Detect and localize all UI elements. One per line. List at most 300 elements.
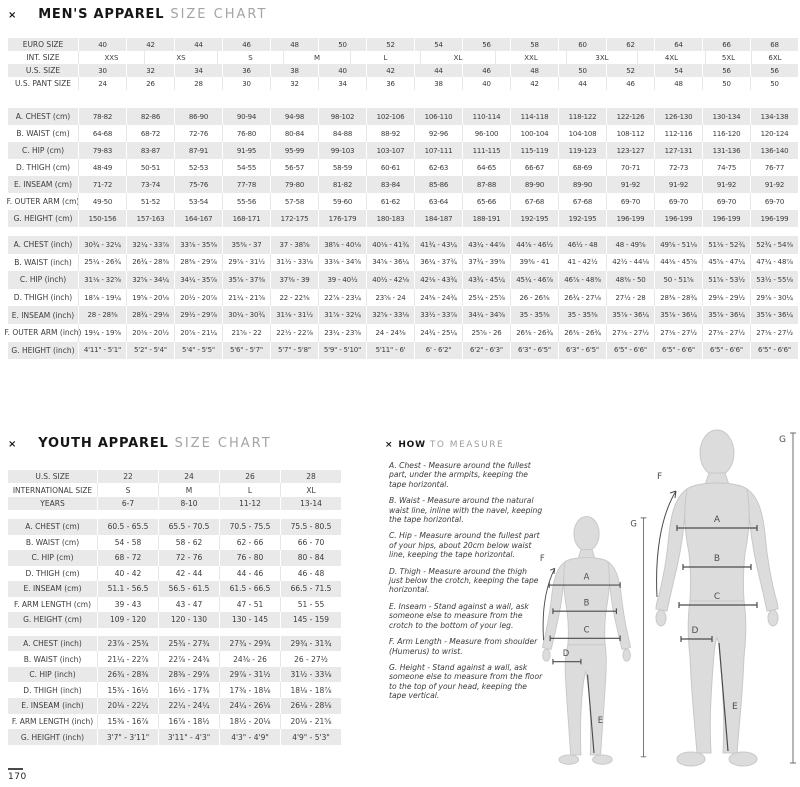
size-cell: 49-50 — [78, 193, 126, 210]
size-cell: 13-14 — [280, 497, 341, 510]
size-cell: 73-74 — [126, 176, 174, 193]
row-label: C. HIP (inch) — [29, 670, 76, 680]
size-cell: 36 — [366, 77, 414, 90]
size-cell: 134-138 — [750, 108, 798, 125]
table-row — [8, 77, 798, 90]
footer-rule — [8, 768, 23, 770]
size-cell: 52 — [606, 64, 654, 77]
youth-title-bold: YOUTH APPAREL — [38, 436, 169, 451]
size-cell: 19¼ - 19⅝ — [78, 324, 126, 342]
x-mark-icon: × — [385, 440, 394, 450]
size-cell: 80-84 — [270, 125, 318, 142]
thigh-line-label: D — [691, 626, 699, 636]
size-cell: 28⅜ - 29⅞ — [158, 667, 219, 683]
size-cell: 130 - 145 — [219, 612, 280, 628]
size-cell: 44 - 46 — [219, 566, 280, 582]
size-cell: 81-82 — [318, 176, 366, 193]
size-cell: 33⅞ - 35⅜ — [174, 236, 222, 254]
size-cell: 70.5 - 75.5 — [219, 519, 280, 535]
size-cell: 53-54 — [174, 193, 222, 210]
size-cell: 192-195 — [558, 210, 606, 227]
table-row — [8, 535, 341, 551]
size-cell: 63-64 — [414, 193, 462, 210]
row-label: B. WAIST (cm) — [16, 129, 70, 138]
size-cell: 22 - 22⅜ — [270, 289, 318, 307]
size-cell: 26¾ - 28⅜ — [126, 254, 174, 272]
size-cell: 50 — [318, 38, 366, 51]
size-cell: 30¾ - 32¼ — [78, 236, 126, 254]
size-cell: 42⅛ - 43¾ — [414, 271, 462, 289]
size-cell: XL — [280, 483, 341, 496]
size-cell: 54 - 58 — [97, 535, 158, 551]
size-cell: 44⅞ - 46½ — [510, 236, 558, 254]
chest-line-label: A — [713, 515, 721, 525]
size-cell: 150-156 — [78, 210, 126, 227]
size-cell: 188-191 — [462, 210, 510, 227]
size-cell: 24⅜ - 24¾ — [414, 289, 462, 307]
size-cell: 21¼ - 22⅞ — [97, 651, 158, 667]
size-cell: 5'6" - 5'7" — [222, 342, 270, 360]
table-row — [8, 597, 341, 613]
size-cell: 51⅛ - 52¾ — [702, 236, 750, 254]
size-cell: 51 - 55 — [280, 597, 341, 613]
size-cell: 26⅛ - 28⅛ — [280, 698, 341, 714]
row-label: YEARS — [40, 498, 65, 508]
size-cell: 127-131 — [654, 142, 702, 159]
size-cell: 76-80 — [222, 125, 270, 142]
size-cell: 71-72 — [78, 176, 126, 193]
size-cell: XS — [144, 51, 217, 64]
size-cell: 25¼ - 25⅝ — [462, 289, 510, 307]
height-line-label: G — [779, 435, 786, 445]
size-cell: 68 — [750, 38, 798, 51]
size-cell: 64-68 — [78, 125, 126, 142]
size-cell: 48⅜ - 50 — [606, 271, 654, 289]
size-cell: 23¼ - 23⅝ — [318, 324, 366, 342]
size-cell: 43¾ - 45¼ — [462, 271, 510, 289]
table-row — [8, 497, 341, 510]
size-cell: 66-67 — [510, 159, 558, 176]
table-row — [8, 581, 341, 597]
size-cell: 100-104 — [510, 125, 558, 142]
size-cell: 56 — [702, 64, 750, 77]
table-row — [8, 682, 341, 698]
size-cell: 3'11" - 4'3" — [158, 729, 219, 745]
size-cell: 39⅜ - 41 — [510, 254, 558, 272]
size-cell: 176-179 — [318, 210, 366, 227]
size-cell: 20⅛ - 22¼ — [97, 698, 158, 714]
inseam-line-label: E — [732, 702, 738, 712]
table-row — [4, 324, 798, 342]
size-cell: 24¼ - 26⅛ — [219, 698, 280, 714]
row-label: A. CHEST (inch) — [23, 638, 82, 648]
size-cell: 22⅞ - 24⅜ — [158, 651, 219, 667]
size-cell: 79-83 — [78, 142, 126, 159]
size-cell: 96-100 — [462, 125, 510, 142]
size-cell: 95-99 — [270, 142, 318, 159]
size-cell: 46 - 48 — [280, 566, 341, 582]
row-label: EURO SIZE — [22, 40, 64, 49]
size-cell: 6'5" - 6'6" — [702, 342, 750, 360]
row-label: D. THIGH (inch) — [23, 685, 82, 695]
size-cell: 53½ - 55⅛ — [750, 271, 798, 289]
youth-inch-block — [8, 636, 341, 745]
international-size-cells — [78, 51, 798, 64]
size-cell: 184-187 — [414, 210, 462, 227]
size-cell: 46 — [606, 77, 654, 90]
size-cell: 52 — [366, 38, 414, 51]
size-cell: 38⅝ - 40⅛ — [318, 236, 366, 254]
size-cell: 51-52 — [126, 193, 174, 210]
size-cell: 68-69 — [558, 159, 606, 176]
size-cell: 43 - 47 — [158, 597, 219, 613]
size-cell: 42 — [126, 38, 174, 51]
size-cell: 66 - 70 — [280, 535, 341, 551]
youth-size-header-block — [8, 470, 341, 510]
size-cell: 37 - 38⅝ — [270, 236, 318, 254]
row-label: E. INSEAM (cm) — [23, 584, 82, 594]
size-cell: 27⅛ - 27½ — [654, 324, 702, 342]
measure-instructions — [385, 461, 543, 701]
size-cell: 41 - 42½ — [558, 254, 606, 272]
size-cell: 26¾ - 28⅜ — [97, 667, 158, 683]
size-cell: 78-82 — [78, 108, 126, 125]
size-cell: 50 — [558, 64, 606, 77]
size-cell: 21⅝ - 22 — [222, 324, 270, 342]
size-cell: 68 - 72 — [97, 550, 158, 566]
adult-body-silhouette — [650, 427, 800, 772]
size-cell: 35⅞ - 36¼ — [750, 306, 798, 324]
size-cell: 111-115 — [462, 142, 510, 159]
size-cell: 27¾ - 29¾ — [219, 636, 280, 652]
size-cell: 30 — [222, 77, 270, 90]
size-cell: 4'9" - 5'3" — [280, 729, 341, 745]
size-cell: 69-70 — [606, 193, 654, 210]
row-label: E. INSEAM (inch) — [11, 310, 75, 320]
size-cell: 48 — [510, 64, 558, 77]
size-cell: 74-75 — [702, 159, 750, 176]
size-cell: 20⅞ - 21¼ — [174, 324, 222, 342]
size-cell: 38 — [270, 64, 318, 77]
size-cell: 46 — [222, 38, 270, 51]
size-cell: S — [97, 483, 158, 496]
size-cell: 26⅜ - 26¾ — [558, 324, 606, 342]
size-cell: 25¼ - 26¾ — [78, 254, 126, 272]
x-mark-icon: × — [8, 439, 18, 450]
size-cell: 26¾ - 27⅛ — [558, 289, 606, 307]
size-cell: 61.5 - 66.5 — [219, 581, 280, 597]
size-cell: 31⅛ - 31½ — [270, 306, 318, 324]
size-cell: 5'4" - 5'5" — [174, 342, 222, 360]
table-row — [8, 306, 798, 324]
mens-size-header-block — [8, 38, 798, 90]
size-cell: 29½ - 29⅞ — [174, 306, 222, 324]
size-cell: 3XL — [566, 51, 637, 64]
size-cell: 66 — [702, 38, 750, 51]
size-cell: 27⅛ - 27½ — [606, 324, 654, 342]
size-cell: 83-87 — [126, 142, 174, 159]
table-row — [8, 698, 341, 714]
arm-length-label: F — [539, 552, 545, 563]
table-row — [8, 125, 798, 142]
row-label: D. THIGH (cm) — [25, 568, 80, 578]
waist-line-label: B — [713, 554, 721, 564]
size-cell: 6'5" - 6'6" — [654, 342, 702, 360]
table-row — [8, 51, 798, 64]
size-cell: 76 - 80 — [219, 550, 280, 566]
size-cell: 46⅞ - 48⅜ — [558, 271, 606, 289]
size-cell: 114-118 — [510, 108, 558, 125]
size-cell: 87-91 — [174, 142, 222, 159]
size-cell: 58 — [510, 38, 558, 51]
size-cell: 130-134 — [702, 108, 750, 125]
measure-instruction: F. Arm Length - Measure from shoulder (Humerus) to wrist. — [389, 637, 538, 656]
size-cell: 50-51 — [126, 159, 174, 176]
size-cell: 34¼ - 35⅞ — [174, 271, 222, 289]
size-cell: 27⅛ - 27½ — [750, 324, 798, 342]
row-label: G. HEIGHT (inch) — [20, 732, 85, 742]
size-cell: 29⅛ - 29½ — [702, 289, 750, 307]
size-cell: 77-78 — [222, 176, 270, 193]
size-cell: 6'5" - 6'6" — [606, 342, 654, 360]
table-row — [8, 342, 798, 360]
size-cell: 40 - 42 — [97, 566, 158, 582]
size-cell: 56.5 - 61.5 — [158, 581, 219, 597]
size-cell: 107-111 — [414, 142, 462, 159]
row-label: U.S. SIZE — [35, 472, 70, 482]
size-cell: 32¼ - 33⅞ — [126, 236, 174, 254]
size-cell: 42 — [366, 64, 414, 77]
size-cell: 28⅜ - 29⅞ — [174, 254, 222, 272]
size-cell: 28 - 28⅜ — [78, 306, 126, 324]
measure-title-bold: HOW — [398, 440, 426, 450]
size-cell: 109 - 120 — [97, 612, 158, 628]
row-label: C. HIP (cm) — [21, 146, 65, 155]
size-cell: 80 - 84 — [280, 550, 341, 566]
size-cell: 122-126 — [606, 108, 654, 125]
size-cell: 25⅝ - 26 — [462, 324, 510, 342]
row-label: A. CHEST (cm) — [15, 112, 71, 121]
size-cell: 42 - 44 — [158, 566, 219, 582]
size-cell: 84-88 — [318, 125, 366, 142]
measurement-figures — [538, 424, 800, 774]
size-cell: 40⅛ - 41¾ — [366, 236, 414, 254]
size-cell: 157-163 — [126, 210, 174, 227]
height-line-label: G — [630, 518, 637, 529]
size-cell: 27½ - 28 — [606, 289, 654, 307]
size-cell: 6'3" - 6'5" — [558, 342, 606, 360]
size-cell: 31½ - 33⅛ — [270, 254, 318, 272]
size-cell: 31⅞ - 32¼ — [318, 306, 366, 324]
size-cell: 123-127 — [606, 142, 654, 159]
size-cell: 86-90 — [174, 108, 222, 125]
mens-size-table — [4, 38, 798, 359]
size-cell: 70-71 — [606, 159, 654, 176]
size-cell: 28 — [174, 77, 222, 90]
size-cell: 44 — [558, 77, 606, 90]
size-cell: 23⅞ - 25¾ — [97, 636, 158, 652]
size-cell: 28¾ - 29⅛ — [126, 306, 174, 324]
size-cell: 91-92 — [606, 176, 654, 193]
size-cell: 18½ - 20⅛ — [219, 714, 280, 730]
size-cell: 22⅞ - 23¼ — [318, 289, 366, 307]
size-cell: 88-92 — [366, 125, 414, 142]
size-cell: 65.5 - 70.5 — [158, 519, 219, 535]
size-cell: 35⅞ - 36¼ — [702, 306, 750, 324]
hip-line-label: C — [583, 624, 590, 635]
size-cell: 68-72 — [126, 125, 174, 142]
size-cell: 35 - 35⅜ — [558, 306, 606, 324]
size-cell: 24 — [158, 470, 219, 483]
size-cell: 102-106 — [366, 108, 414, 125]
row-label: G. HEIGHT (cm) — [23, 615, 82, 625]
size-cell: 164-167 — [174, 210, 222, 227]
size-cell: XXL — [495, 51, 566, 64]
size-cell: 83-84 — [366, 176, 414, 193]
youth-size-table — [8, 470, 341, 745]
size-cell: 64 — [654, 38, 702, 51]
size-cell: 118-122 — [558, 108, 606, 125]
size-cell: 26 - 27½ — [280, 651, 341, 667]
size-cell: 56 — [750, 64, 798, 77]
size-cell: 67-68 — [558, 193, 606, 210]
size-cell: 40 — [462, 77, 510, 90]
table-row — [8, 38, 798, 51]
mens-title-light: SIZE CHART — [170, 7, 268, 22]
size-cell: 29⅞ - 30¼ — [750, 289, 798, 307]
x-mark-icon: × — [8, 10, 18, 21]
table-row — [8, 159, 798, 176]
size-cell: 29⅞ - 31½ — [219, 667, 280, 683]
table-row — [8, 483, 341, 496]
thigh-line-label: D — [562, 648, 570, 659]
size-cell: 43¼ - 44⅞ — [462, 236, 510, 254]
mens-size-chart-title — [8, 7, 267, 22]
size-cell: 5'7" - 5'8" — [270, 342, 318, 360]
size-cell: 4XL — [637, 51, 705, 64]
size-cell: 87-88 — [462, 176, 510, 193]
size-cell: 75.5 - 80.5 — [280, 519, 341, 535]
size-cell: 35⅞ - 36¼ — [606, 306, 654, 324]
youth-cm-block — [8, 519, 341, 628]
size-cell: 82-86 — [126, 108, 174, 125]
size-cell: 19⅝ - 20⅛ — [126, 289, 174, 307]
size-cell: 79-80 — [270, 176, 318, 193]
size-cell: 26 — [219, 470, 280, 483]
chest-line-label: A — [583, 571, 590, 582]
row-label: D. THIGH (cm) — [15, 163, 71, 172]
size-cell: 47 - 51 — [219, 597, 280, 613]
row-label: C. HIP (cm) — [31, 553, 74, 563]
size-cell: 47¼ - 48⅞ — [750, 254, 798, 272]
measure-instruction: E. Inseam - Stand against a wall, ask someone else to measure from the crotch to the bottom of your leg. — [389, 601, 529, 630]
size-cell: 18⅛ - 18⅞ — [280, 682, 341, 698]
size-cell: 64-65 — [462, 159, 510, 176]
size-cell: L — [219, 483, 280, 496]
size-cell: 15⅜ - 16⅞ — [97, 714, 158, 730]
size-cell: 35⅞ - 37⅜ — [222, 271, 270, 289]
size-cell: 192-195 — [510, 210, 558, 227]
size-cell: 92-96 — [414, 125, 462, 142]
table-row — [8, 519, 341, 535]
size-cell: 4'3" - 4'9" — [219, 729, 280, 745]
size-cell: 60 — [558, 38, 606, 51]
table-row — [8, 64, 798, 77]
size-cell: 24¾ - 25¼ — [414, 324, 462, 342]
size-cell: 31⅛ - 32⅝ — [78, 271, 126, 289]
table-row — [8, 142, 798, 159]
table-row — [8, 254, 798, 272]
size-cell: 16½ - 17⅜ — [158, 682, 219, 698]
size-cell: 61-62 — [366, 193, 414, 210]
size-cell: 58-59 — [318, 159, 366, 176]
size-cell: 72-76 — [174, 125, 222, 142]
size-cell: 104-108 — [558, 125, 606, 142]
size-cell: 5'11" - 6' — [366, 342, 414, 360]
size-cell: 44 — [174, 38, 222, 51]
size-cell: 50 - 51⅝ — [654, 271, 702, 289]
size-cell: 94-98 — [270, 108, 318, 125]
size-cell: 120 - 130 — [158, 612, 219, 628]
youth-size-chart-title — [8, 436, 272, 451]
size-cell: 99-103 — [318, 142, 366, 159]
size-cell: 3'7" - 3'11" — [97, 729, 158, 745]
size-cell: 30 — [78, 64, 126, 77]
size-cell: 31½ - 33⅛ — [280, 667, 341, 683]
size-cell: 51.1 - 56.5 — [97, 581, 158, 597]
size-cell: 46 — [462, 64, 510, 77]
table-row — [8, 470, 341, 483]
size-cell: 65-66 — [462, 193, 510, 210]
row-label: E. INSEAM (cm) — [13, 180, 73, 189]
size-cell: 115-119 — [510, 142, 558, 159]
size-cell: 98-102 — [318, 108, 366, 125]
size-cell: 42 — [510, 77, 558, 90]
size-cell: 69-70 — [654, 193, 702, 210]
size-cell: L — [350, 51, 420, 64]
size-cell: 196-199 — [702, 210, 750, 227]
size-cell: 57-58 — [270, 193, 318, 210]
size-cell: 17⅜ - 18⅛ — [219, 682, 280, 698]
size-cell: M — [158, 483, 219, 496]
size-cell: 40 — [318, 64, 366, 77]
row-label: A. CHEST (inch) — [13, 240, 73, 250]
size-cell: 20⅛ - 21⅝ — [280, 714, 341, 730]
size-cell: 54 — [654, 64, 702, 77]
size-cell: 40 — [78, 38, 126, 51]
size-cell: 48 — [270, 38, 318, 51]
size-cell: 180-183 — [366, 210, 414, 227]
row-label: A. CHEST (cm) — [25, 522, 80, 532]
table-row — [8, 667, 341, 683]
size-cell: 21¼ - 21⅝ — [222, 289, 270, 307]
size-cell: 51⅝ - 53½ — [702, 271, 750, 289]
size-cell: 89-90 — [510, 176, 558, 193]
size-cell: 5'2" - 5'4" — [126, 342, 174, 360]
size-cell: 54-55 — [222, 159, 270, 176]
size-cell: 72 - 76 — [158, 550, 219, 566]
table-row — [8, 714, 341, 730]
row-label: G. HEIGHT (inch) — [11, 345, 75, 355]
size-cell: 116-120 — [702, 125, 750, 142]
measure-instruction: D. Thigh - Measure around the thigh just below the crotch, keeping the tape horizontal. — [389, 566, 539, 595]
measure-instruction: B. Waist - Measure around the natural waist line, inline with the navel, keeping the tape horizontal. — [389, 496, 543, 525]
size-cell: XL — [420, 51, 495, 64]
row-label: G. HEIGHT (cm) — [13, 214, 73, 223]
size-cell: 52-53 — [174, 159, 222, 176]
size-cell: 91-92 — [702, 176, 750, 193]
size-cell: 35⅜ - 37 — [222, 236, 270, 254]
